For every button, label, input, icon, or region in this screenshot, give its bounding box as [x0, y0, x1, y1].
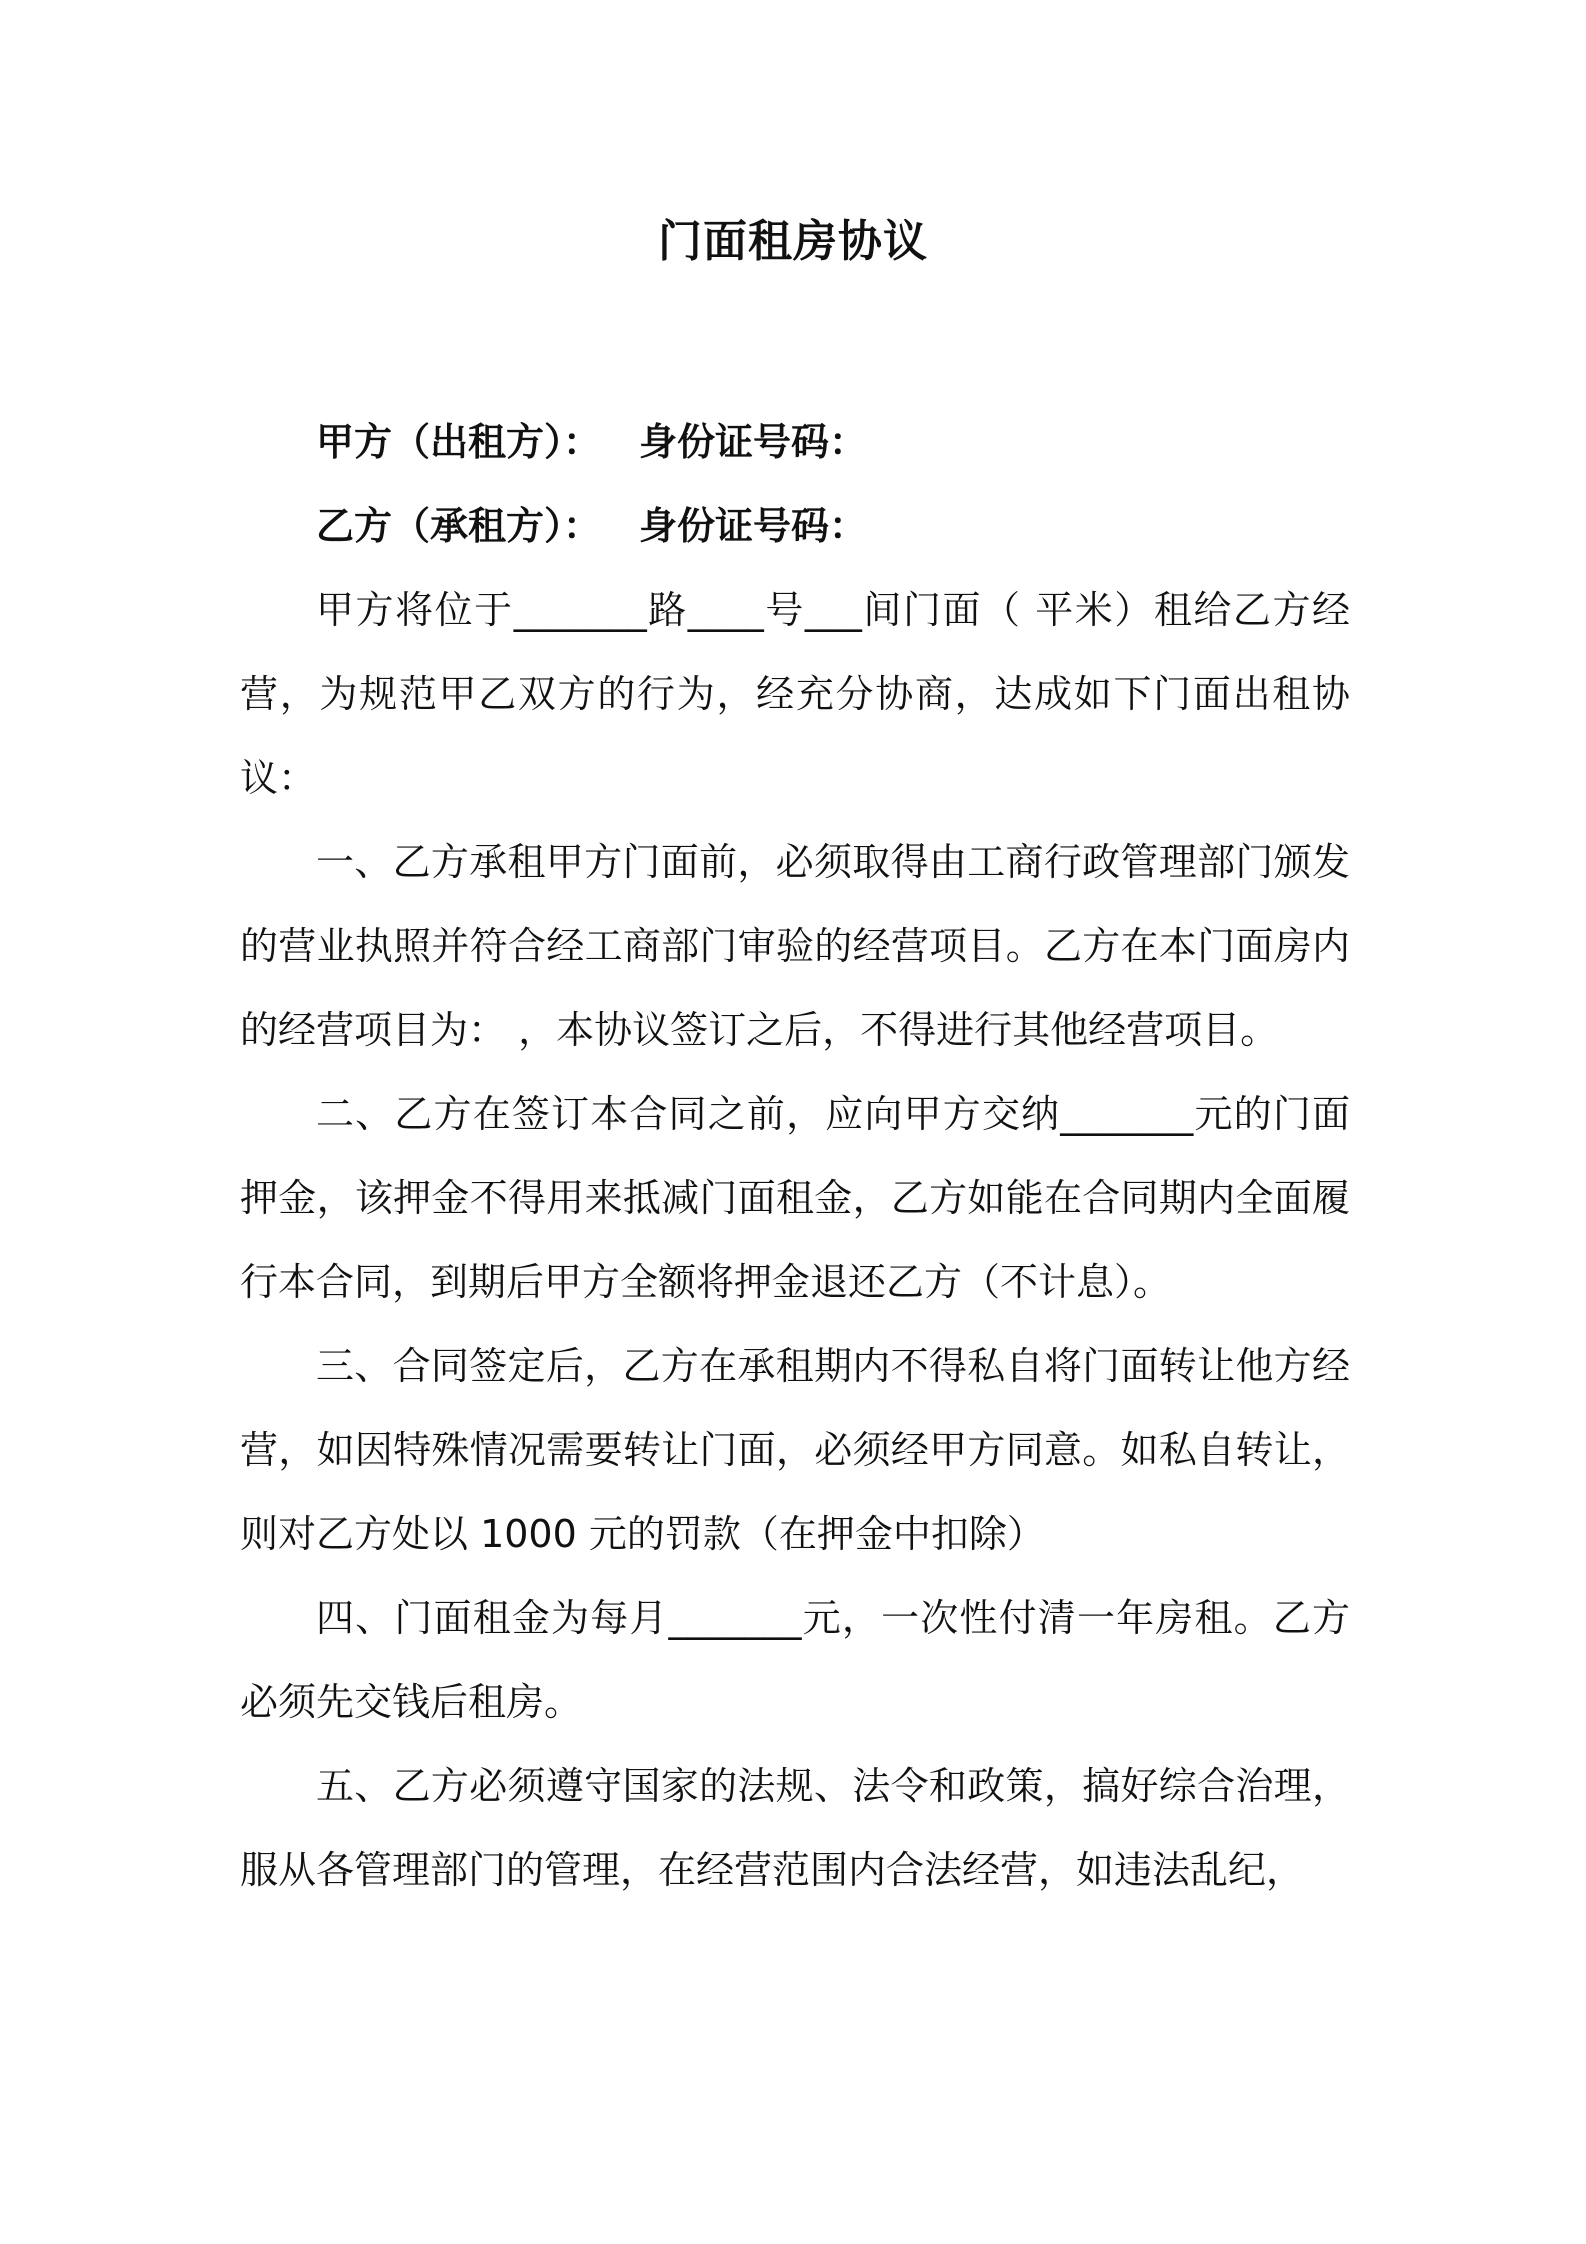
- document-body: [240, 400, 1350, 1912]
- party-a-id-label: 身份证号码：: [639, 420, 868, 464]
- document-title: 门面租房协议: [658, 216, 928, 267]
- paragraph-clause-1: 一、乙方承租甲方门面前，必须取得由工商行政管理部门颁发的营业执照并符合经工商部门审验的经营项目。乙方在本门面房内的经营项目为： ，本协议签订之后，不得进行其他经营项目。: [240, 840, 1350, 1052]
- paragraph-clause-5: 五、乙方必须遵守国家的法规、法令和政策，搞好综合治理，服从各管理部门的管理，在经营范围内合法经营，如违法乱纪，: [240, 1764, 1350, 1892]
- party-a-label: 甲方（出租方）：: [316, 420, 602, 464]
- paragraph-clause-2: 二、乙方在签订本合同之前，应向甲方交纳_______元的门面押金，该押金不得用来抵减门面租金，乙方如能在合同期内全面履行本合同，到期后甲方全额将押金退还乙方（不计息）。: [240, 1092, 1350, 1304]
- party-b-label: 乙方（承租方）：: [316, 504, 602, 548]
- paragraph-clause-3: 三、合同签定后，乙方在承租期内不得私自将门面转让他方经营，如因特殊情况需要转让门面，必须经甲方同意。如私自转让，则对乙方处以 1000 元的罚款（在押金中扣除）: [240, 1344, 1350, 1556]
- paragraph-intro: 甲方将位于_______路____号___间门面（ 平米）租给乙方经营，为规范甲乙双方的行为，经充分协商，达成如下门面出租协议：: [240, 588, 1350, 800]
- party-b-line: [240, 484, 1350, 568]
- paragraph-clause-4: 四、门面租金为每月_______元，一次性付清一年房租。乙方必须先交钱后租房。: [240, 1596, 1350, 1724]
- party-b-id-label: 身份证号码：: [639, 504, 868, 548]
- party-a-line: [240, 400, 1350, 484]
